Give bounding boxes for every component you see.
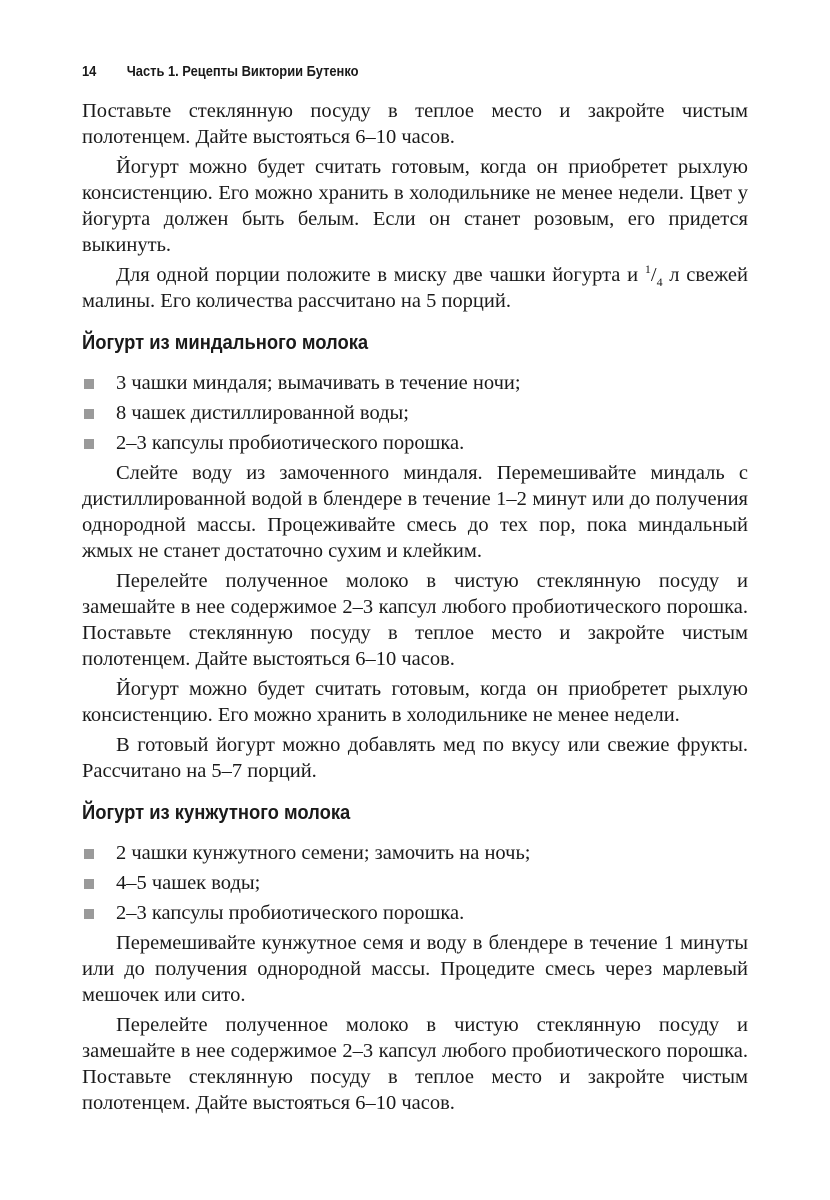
square-bullet-icon <box>84 379 94 389</box>
paragraph: Поставьте стеклянную посуду в теплое место и закройте чистым полотенцем. Дайте выстояться 6–10 часов. <box>82 100 748 148</box>
list-item: 3 чашки миндаля; вымачивать в течение ночи; <box>82 370 748 396</box>
list-item: 8 чашек дистиллированной воды; <box>82 400 748 426</box>
paragraph: Йогурт можно будет считать готовым, когда он приобретет рыхлую консистенцию. Его можно хранить в холодильнике не менее недели. <box>82 678 748 726</box>
book-page <box>82 58 748 1120</box>
paragraph: Перелейте полученное молоко в чистую стеклянную посуду и замешайте в нее содержимое 2–3 капсул любого пробиотического порошка. Поставьте стеклянную посуду в теплое место и закройте чистым полотенцем. Дайте выстояться 6–10 часов. <box>82 1014 748 1114</box>
list-item: 2–3 капсулы пробиотического порошка. <box>82 430 748 456</box>
square-bullet-icon <box>84 909 94 919</box>
list-item: 4–5 чашек воды; <box>82 870 748 896</box>
ingredient-list-sesame <box>82 840 748 926</box>
paragraph: В готовый йогурт можно добавлять мед по вкусу или свежие фрукты. Рассчитано на 5–7 порций. <box>82 734 748 782</box>
section-title-almond: Йогурт из миндального молока <box>82 332 369 354</box>
list-item: 2 чашки кунжутного семени; замочить на ночь; <box>82 840 748 866</box>
paragraph: Перелейте полученное молоко в чистую стеклянную посуду и замешайте в нее содержимое 2–3 капсул любого пробиотического порошка. Поставьте стеклянную посуду в теплое место и закройте чистым полотенцем. Дайте выстояться 6–10 часов. <box>82 570 748 670</box>
square-bullet-icon <box>84 439 94 449</box>
paragraph: Слейте воду из замоченного миндаля. Перемешивайте миндаль с дистиллированной водой в блендере в течение 1–2 минут или до получения однородной массы. Процеживайте смесь до тех пор, пока миндальный жмых не станет достаточно сухим и клейким. <box>82 462 748 562</box>
page-number: 14 <box>82 63 97 80</box>
paragraph: Йогурт можно будет считать готовым, когда он приобретет рыхлую консистенцию. Его можно хранить в холодильнике не менее недели. Цвет у йогурта должен быть белым. Если он станет розовым, его придется выкинуть. <box>82 156 748 256</box>
square-bullet-icon <box>84 879 94 889</box>
running-title: Часть 1. Рецепты Виктории Бутенко <box>126 63 359 80</box>
running-header <box>82 58 655 98</box>
square-bullet-icon <box>84 409 94 419</box>
section-title-sesame: Йогурт из кунжутного молока <box>82 802 351 824</box>
body-text <box>82 98 748 1116</box>
fraction-numerator: 1 <box>644 262 651 277</box>
ingredient-list-almond <box>82 370 748 456</box>
paragraph: Для одной порции положите в миску две чашки йогурта и $^1/_4$ л свежей малины. Его количества рассчитано на 5 порций. <box>82 262 748 312</box>
square-bullet-icon <box>84 849 94 859</box>
list-item: 2–3 капсулы пробиотического порошка. <box>82 900 748 926</box>
paragraph: Перемешивайте кунжутное семя и воду в блендере в течение 1 минуты или до получения однородной массы. Процедите смесь через марлевый мешочек или сито. <box>82 932 748 1006</box>
fraction-denominator: 4 <box>656 275 663 290</box>
